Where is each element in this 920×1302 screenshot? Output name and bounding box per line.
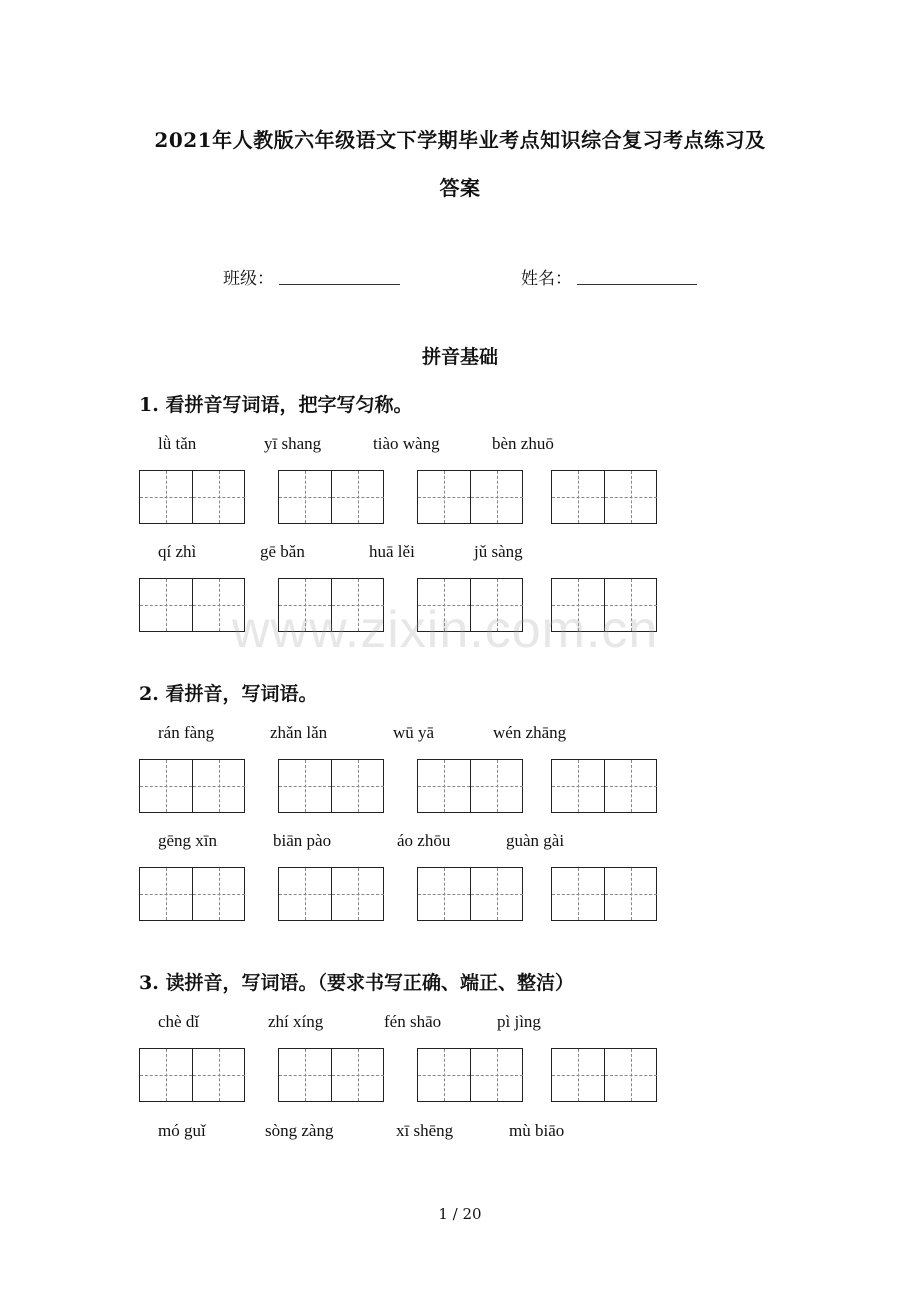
writing-box[interactable] (417, 1048, 523, 1102)
writing-box[interactable] (139, 1048, 245, 1102)
writing-box[interactable] (278, 867, 384, 921)
writing-box[interactable] (417, 867, 523, 921)
pinyin: mó guǐ (158, 1121, 206, 1140)
pinyin: fén shāo (384, 1012, 442, 1031)
writing-box[interactable] (417, 759, 523, 813)
pinyin: guàn gài (506, 831, 565, 850)
question-2-label: 2. 看拼音，写词语。 (139, 683, 318, 705)
writing-box[interactable] (278, 470, 384, 524)
pinyin: rán fàng (158, 723, 215, 742)
question-1-label: 1. 看拼音写词语，把字写匀称。 (139, 394, 413, 416)
pinyin: sòng zàng (265, 1121, 334, 1140)
pinyin: zhǎn lǎn (270, 723, 328, 742)
writing-box[interactable] (278, 759, 384, 813)
pinyin: qí zhì (158, 542, 197, 561)
section-title: 拼音基础 (421, 346, 498, 368)
writing-box[interactable] (139, 759, 245, 813)
writing-box[interactable] (551, 759, 657, 813)
pinyin: xī shēng (396, 1121, 454, 1140)
pinyin: lǜ tǎn (158, 434, 197, 453)
pinyin: zhí xíng (268, 1012, 324, 1031)
pinyin: pì jìng (497, 1012, 541, 1031)
document-title-line2: 答案 (439, 176, 481, 200)
writing-box[interactable] (551, 470, 657, 524)
name-label: 姓名： (521, 269, 572, 289)
pinyin: tiào wàng (373, 434, 440, 453)
question-3-label: 3. 读拼音，写词语。（要求书写正确、端正、整洁） (139, 972, 574, 994)
pinyin: gē bǎn (260, 542, 305, 561)
class-label: 班级： (223, 269, 274, 289)
pinyin: gēng xīn (158, 831, 218, 850)
name-blank[interactable] (577, 284, 697, 285)
pinyin: yī shang (264, 434, 322, 453)
watermark-text: www.zixin.com.cn (232, 601, 659, 659)
writing-box[interactable] (139, 867, 245, 921)
pinyin: jǔ sàng (474, 542, 523, 561)
writing-box[interactable] (278, 1048, 384, 1102)
pinyin: áo zhōu (397, 831, 451, 850)
pinyin: wū yā (393, 723, 435, 742)
pinyin: mù biāo (509, 1121, 565, 1140)
pinyin: huā lěi (369, 542, 415, 561)
writing-box[interactable] (417, 470, 523, 524)
writing-box[interactable] (551, 1048, 657, 1102)
writing-box[interactable] (139, 578, 245, 632)
writing-box[interactable] (551, 867, 657, 921)
document-title-line1: 2021年人教版六年级语文下学期毕业考点知识综合复习考点练习及 (154, 128, 766, 152)
pinyin: wén zhāng (493, 723, 567, 742)
pinyin: bèn zhuō (492, 434, 554, 453)
pinyin: biān pào (273, 831, 332, 850)
class-blank[interactable] (279, 284, 400, 285)
writing-box[interactable] (139, 470, 245, 524)
page-number: 1 / 20 (438, 1205, 482, 1223)
pinyin: chè dǐ (158, 1012, 200, 1031)
